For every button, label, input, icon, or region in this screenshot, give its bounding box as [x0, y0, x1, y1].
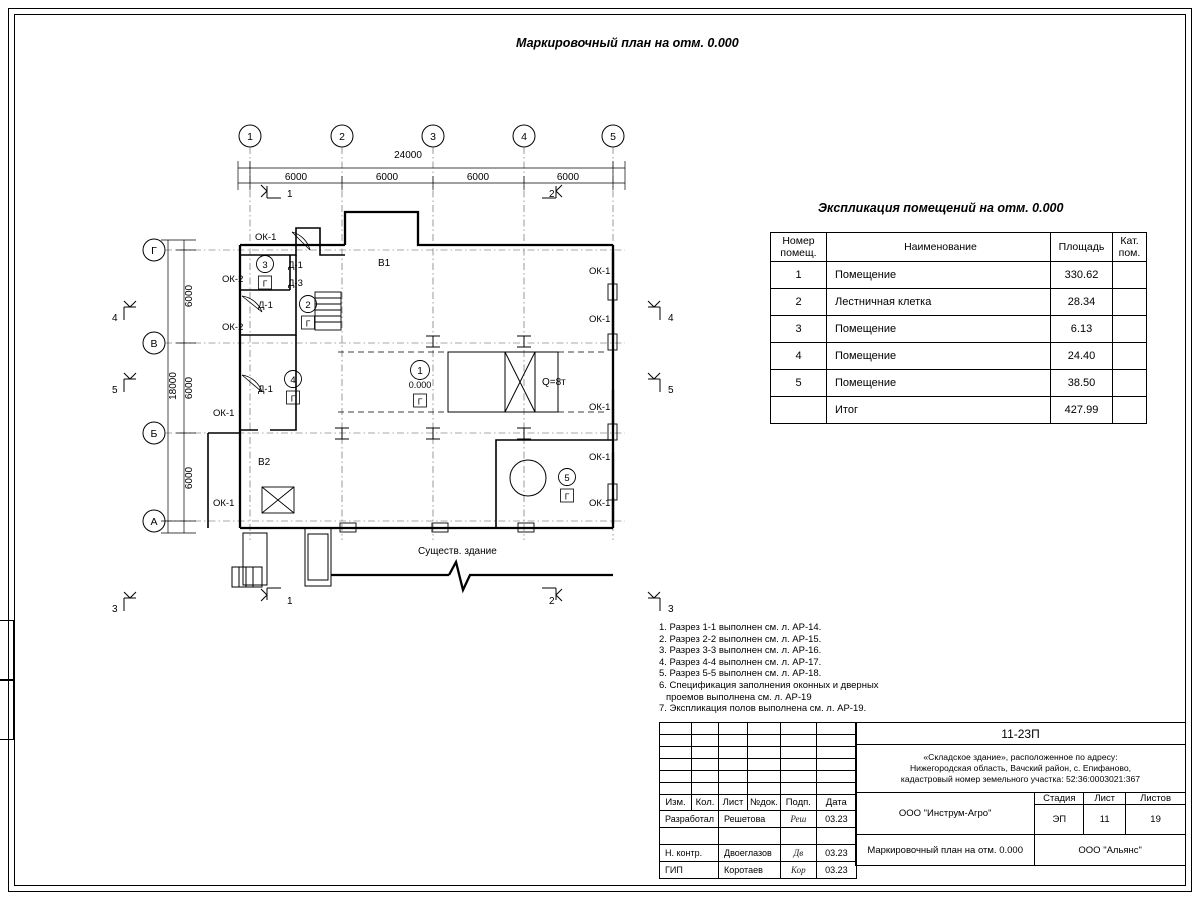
existing-building-label: Сущеcтв. здание — [418, 546, 497, 557]
role-date: 03.23 — [816, 811, 856, 828]
col-izm: Изм. — [660, 795, 692, 811]
cell-name: Лестничная клетка — [827, 289, 1051, 316]
explication-table — [770, 232, 1147, 424]
page-title: Маркировочный план на отм. 0.000 — [516, 36, 739, 50]
left-margin-box-2 — [0, 680, 14, 740]
customer-stage-row — [856, 793, 1186, 805]
window-label-ok1-c: ОК-1 — [213, 498, 235, 509]
crane-capacity-label: Q=8т — [542, 377, 566, 388]
role-label: Разработал — [660, 811, 719, 828]
room-marker-1-tag: Г — [417, 396, 423, 407]
table-row — [771, 289, 1147, 316]
col-data: Дата — [816, 795, 856, 811]
cell-number: 1 — [771, 262, 827, 289]
cell-category — [1113, 262, 1147, 289]
th-category: Кат. пом. — [1113, 233, 1147, 262]
axis-label-b: Б — [150, 428, 158, 440]
sheet-header: Лист — [1084, 793, 1126, 805]
role-date: 03.23 — [816, 845, 856, 862]
note-item: 4. Разрез 4-4 выполнен см. л. АР-17. — [659, 656, 822, 668]
role-date: 03.23 — [816, 862, 856, 879]
section-tag-1-bottom: 1 — [287, 596, 293, 607]
room-marker-5: 5 — [564, 473, 570, 484]
cell-number — [771, 397, 827, 424]
role-name: Коротаев — [719, 862, 781, 879]
label-b2: В2 — [258, 457, 271, 468]
col-ndok: №док. — [748, 795, 781, 811]
window-label-ok2-b: ОК-2 — [222, 322, 244, 333]
window-label-ok1-b: ОК-1 — [213, 408, 235, 419]
sheets-total-value: 19 — [1126, 805, 1186, 835]
dim-span-left-2: 6000 — [184, 376, 195, 400]
role-row-normcontrol — [660, 845, 857, 862]
col-kol: Кол. — [692, 795, 719, 811]
section-tag-3-left: 3 — [112, 604, 118, 615]
cell-category — [1113, 289, 1147, 316]
axis-label-g: Г — [151, 245, 157, 257]
room-marker-5-tag: Г — [564, 491, 570, 502]
role-name: Решетова — [719, 811, 781, 828]
note-item: 3. Разрез 3-3 выполнен см. л. АР-16. — [659, 645, 822, 657]
axis-label-a: А — [150, 516, 158, 528]
room-level-1: 0.000 — [408, 380, 432, 390]
revision-header-row — [660, 795, 857, 811]
room-marker-3: 3 — [262, 260, 268, 271]
object-row — [856, 745, 1186, 793]
room-marker-4: 4 — [290, 375, 296, 386]
section-tag-5-right: 5 — [668, 385, 674, 396]
room-marker-3-tag: Г — [262, 278, 268, 289]
object-line-3: кадастровый номер земельного участка: 52:36:0003021:367 — [900, 774, 1141, 784]
cell-name: Помещение — [827, 316, 1051, 343]
label-b1: В1 — [378, 258, 391, 269]
door-label-d3: Д-3 — [288, 278, 303, 289]
dim-span-3: 6000 — [466, 172, 490, 183]
axis-label-2: 2 — [339, 131, 345, 143]
stamp-main-grid — [855, 722, 1186, 866]
window-label-ok1-f: ОК-1 — [589, 402, 611, 413]
blank-row — [660, 735, 857, 747]
cell-number: 3 — [771, 316, 827, 343]
cell-category — [1113, 397, 1147, 424]
cell-category — [1113, 343, 1147, 370]
blank-row — [660, 723, 857, 735]
cell-number: 2 — [771, 289, 827, 316]
axis-label-v: В — [150, 338, 158, 350]
room-marker-2-tag: Г — [305, 318, 311, 329]
section-tag-2-top: 2 — [549, 189, 555, 200]
door-label-d1-a: Д-1 — [288, 260, 303, 271]
cell-number: 5 — [771, 370, 827, 397]
note-item: 5. Разрез 5-5 выполнен см. л. АР-18. — [659, 668, 822, 680]
axis-label-4: 4 — [521, 131, 527, 143]
window-label-ok2-a: ОК-2 — [222, 274, 244, 285]
axis-label-3: 3 — [430, 131, 436, 143]
customer-name: ООО "Инструм-Агро" — [856, 793, 1035, 835]
table-row — [771, 370, 1147, 397]
sheets-total-header: Листов — [1126, 793, 1186, 805]
blank-row — [660, 759, 857, 771]
object-line-2: Нижегородская область, Вачский район, с. Епифаново, — [909, 763, 1132, 773]
note-item: 2. Разрез 2-2 выполнен см. л. АР-15. — [659, 633, 822, 645]
door-label-d1-b: Д-1 — [258, 300, 273, 311]
table-row-total — [771, 397, 1147, 424]
dim-span-4: 6000 — [556, 172, 580, 183]
blank-row — [660, 783, 857, 795]
sheet-value: 11 — [1084, 805, 1126, 835]
revision-grid — [659, 722, 857, 879]
col-podp: Подп. — [780, 795, 816, 811]
cell-area: 24.40 — [1051, 343, 1113, 370]
cell-area: 28.34 — [1051, 289, 1113, 316]
blank-row — [660, 747, 857, 759]
role-row-spacer — [660, 828, 857, 845]
blank-row — [660, 771, 857, 783]
section-tag-1-top: 1 — [287, 189, 293, 200]
window-label-ok1-a: ОК-1 — [255, 232, 277, 243]
table-row — [771, 262, 1147, 289]
note-item-cont: проемов выполнена см. л. АР-19 — [666, 691, 812, 703]
cell-name: Помещение — [827, 262, 1051, 289]
cell-area: 6.13 — [1051, 316, 1113, 343]
dim-span-left-1: 6000 — [184, 284, 195, 308]
table-row — [771, 343, 1147, 370]
dim-total-left: 18000 — [168, 372, 179, 400]
role-label: Н. контр. — [660, 845, 719, 862]
title-block — [659, 722, 1186, 886]
section-tag-4-right: 4 — [668, 313, 674, 324]
sheet-title-row — [856, 835, 1186, 866]
cell-name: Помещение — [827, 370, 1051, 397]
th-number: Номер помещ. — [771, 233, 827, 262]
window-label-ok1-d: ОК-1 — [589, 266, 611, 277]
object-description — [856, 745, 1186, 793]
cell-area: 330.62 — [1051, 262, 1113, 289]
signature: Реш — [780, 811, 816, 828]
section-tag-3-right: 3 — [668, 604, 674, 615]
note-item: 7. Экспликация полов выполнена см. л. АР-19. — [659, 703, 867, 715]
project-code-row — [856, 723, 1186, 745]
door-label-d1-c: Д-1 — [258, 384, 273, 395]
note-item: 1. Разрез 1-1 выполнен см. л. АР-14. — [659, 622, 822, 633]
left-margin-box-1 — [0, 620, 14, 680]
cell-category — [1113, 316, 1147, 343]
col-list: Лист — [719, 795, 748, 811]
dim-span-1: 6000 — [284, 172, 308, 183]
dim-total-top: 24000 — [394, 150, 422, 161]
section-tag-4-left: 4 — [112, 313, 118, 324]
signature: Кор — [780, 862, 816, 879]
stage-header: Стадия — [1035, 793, 1084, 805]
cell-name: Помещение — [827, 343, 1051, 370]
axis-label-5: 5 — [610, 131, 616, 143]
cell-area: 38.50 — [1051, 370, 1113, 397]
axis-label-1: 1 — [247, 131, 253, 143]
section-tag-2-bottom: 2 — [549, 596, 555, 607]
notes-block — [659, 622, 879, 715]
role-label: ГИП — [660, 862, 719, 879]
role-row-gip — [660, 862, 857, 879]
cell-category — [1113, 370, 1147, 397]
room-marker-1: 1 — [417, 366, 423, 377]
cell-total-label: Итог — [827, 397, 1051, 424]
note-item: 6. Спецификация заполнения оконных и дверных — [659, 679, 879, 691]
table-header-row — [771, 233, 1147, 262]
dim-span-2: 6000 — [375, 172, 399, 183]
room-marker-4-tag: Г — [290, 393, 296, 404]
signature: Дв — [780, 845, 816, 862]
table-row — [771, 316, 1147, 343]
cell-number: 4 — [771, 343, 827, 370]
window-label-ok1-g: ОК-1 — [589, 452, 611, 463]
th-area: Площадь — [1051, 233, 1113, 262]
stage-value: ЭП — [1035, 805, 1084, 835]
window-label-ok1-h: ОК-1 — [589, 498, 611, 509]
designer-name: ООО "Альянс" — [1035, 835, 1186, 866]
object-line-1: «Складское здание», расположенное по адресу: — [923, 752, 1118, 762]
explication-title: Экспликация помещений на отм. 0.000 — [818, 201, 1064, 215]
project-code: 11-23П — [856, 723, 1186, 745]
section-tag-5-left: 5 — [112, 385, 118, 396]
dim-span-left-3: 6000 — [184, 466, 195, 490]
window-label-ok1-e: ОК-1 — [589, 314, 611, 325]
th-name: Наименование — [827, 233, 1051, 262]
room-marker-2: 2 — [305, 300, 311, 311]
cell-total-area: 427.99 — [1051, 397, 1113, 424]
sheet-title: Маркировочный план на отм. 0.000 — [856, 835, 1035, 866]
role-name: Двоеглазов — [719, 845, 781, 862]
role-row-developer — [660, 811, 857, 828]
